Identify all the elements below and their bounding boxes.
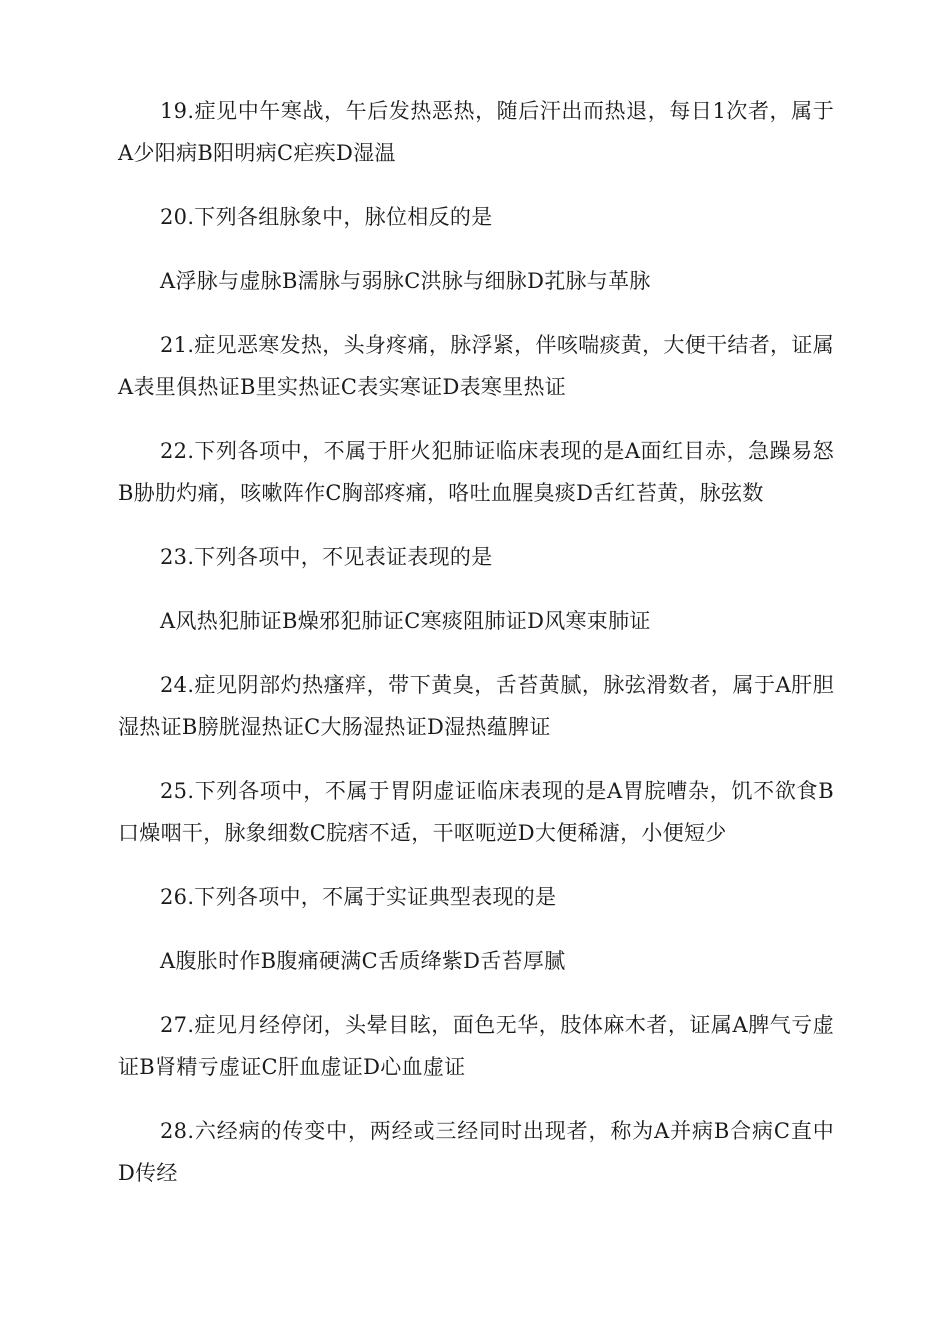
question-19: 19.症见中午寒战，午后发热恶热，随后汗出而热退，每日1次者，属于A少阳病B阳明病C疟疾D湿温 <box>118 99 834 165</box>
question-20: 20.下列各组脉象中，脉位相反的是 <box>160 205 493 229</box>
question-27: 27.症见月经停闭，头晕目眩，面色无华，肢体麻木者，证属A脾气亏虚证B肾精亏虚证C肝血虚证D心血虚证 <box>118 1013 834 1079</box>
question-26: 26.下列各项中，不属于实证典型表现的是 <box>160 885 557 909</box>
question-25: 25.下列各项中，不属于胃阴虚证临床表现的是A胃脘嘈杂，饥不欲食B口燥咽干，脉象细数C脘痞不适，干呕呃逆D大便稀溏，小便短少 <box>118 779 834 845</box>
question-24: 24.症见阴部灼热瘙痒，带下黄臭，舌苔黄腻，脉弦滑数者，属于A肝胆湿热证B膀胱湿热证C大肠湿热证D湿热蕴脾证 <box>118 673 834 739</box>
question-23: 23.下列各项中，不见表证表现的是 <box>160 545 493 569</box>
question-20-options: A浮脉与虚脉B濡脉与弱脉C洪脉与细脉D芤脉与革脉 <box>160 269 651 293</box>
question-26-options: A腹胀时作B腹痛硬满C舌质绛紫D舌苔厚腻 <box>160 949 566 973</box>
question-23-options: A风热犯肺证B燥邪犯肺证C寒痰阻肺证D风寒束肺证 <box>160 609 651 633</box>
document-body <box>118 90 834 1216</box>
question-21: 21.症见恶寒发热，头身疼痛，脉浮紧，伴咳喘痰黄，大便干结者，证属A表里俱热证B里实热证C表实寒证D表寒里热证 <box>118 333 834 399</box>
question-28: 28.六经病的传变中，两经或三经同时出现者，称为A并病B合病C直中D传经 <box>118 1119 834 1185</box>
question-22: 22.下列各项中，不属于肝火犯肺证临床表现的是A面红目赤，急躁易怒B胁肋灼痛，咳嗽阵作C胸部疼痛，咯吐血腥臭痰D舌红苔黄，脉弦数 <box>118 439 834 505</box>
